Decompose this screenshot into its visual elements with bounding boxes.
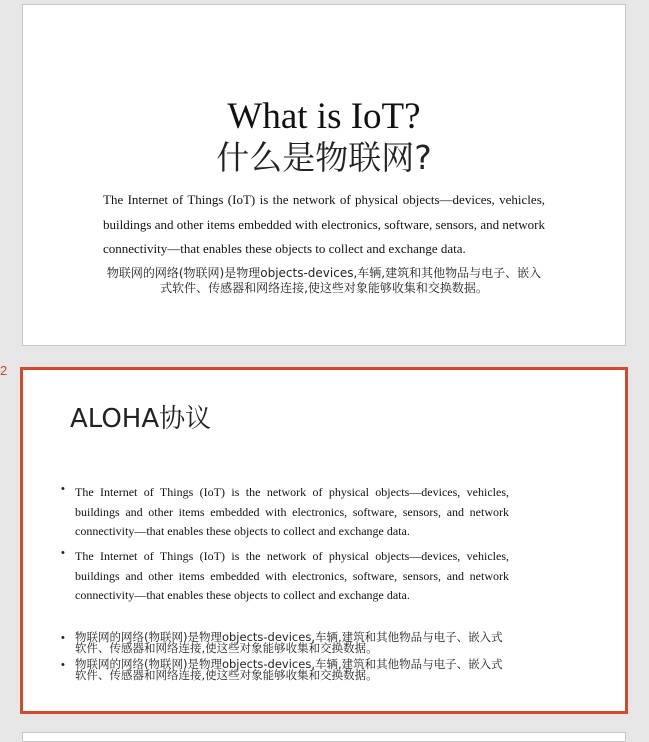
bullet-dot-icon: •	[61, 659, 65, 671]
slide-subtitle: 什么是物联网?	[216, 138, 432, 177]
slide-body-chinese: 物联网的网络(物联网)是物理objects-devices,车辆,建筑和其他物品与电子、嵌入式软件、传感器和网络连接,使这些对象能够收集和交换数据。	[106, 266, 542, 295]
bullet-item	[61, 632, 509, 653]
bullet-item	[61, 547, 509, 606]
bullet-dot-icon: •	[61, 632, 65, 644]
bullet-text: 物联网的网络(物联网)是物理objects-devices,车辆,建筑和其他物品与电子、嵌入式软件、传感器和网络连接,使这些对象能够收集和交换数据。	[75, 630, 503, 655]
slide-number: 2	[0, 363, 8, 378]
bullet-item	[61, 483, 509, 542]
slide-thumbnail-1[interactable]	[22, 4, 626, 346]
bullet-dot-icon: •	[61, 547, 65, 559]
bullet-text: The Internet of Things (IoT) is the network of physical objects—devices, vehicles, buildings and other items embedded with electronics, software, sensors, and network connectivity—that enables these objects to collect and exchange data.	[75, 485, 509, 538]
slide-title: What is IoT?	[227, 96, 421, 137]
slide-thumbnail-2-selected[interactable]	[20, 367, 628, 714]
bullet-text: The Internet of Things (IoT) is the network of physical objects—devices, vehicles, buildings and other items embedded with electronics, software, sensors, and network connectivity—that enables these objects to collect and exchange data.	[75, 549, 509, 602]
bullet-text: 物联网的网络(物联网)是物理objects-devices,车辆,建筑和其他物品与电子、嵌入式软件、传感器和网络连接,使这些对象能够收集和交换数据。	[75, 657, 503, 682]
slide-body-english: The Internet of Things (IoT) is the network of physical objects—devices, vehicles, buildings and other items embedded with electronics, software, sensors, and network connectivity—that enables these objects to collect and exchange data.	[103, 192, 545, 256]
bullet-dot-icon: •	[61, 483, 65, 495]
slide-thumbnail-3[interactable]	[22, 732, 626, 742]
slide-title: ALOHA协议	[70, 404, 212, 434]
bullet-item	[61, 659, 509, 680]
